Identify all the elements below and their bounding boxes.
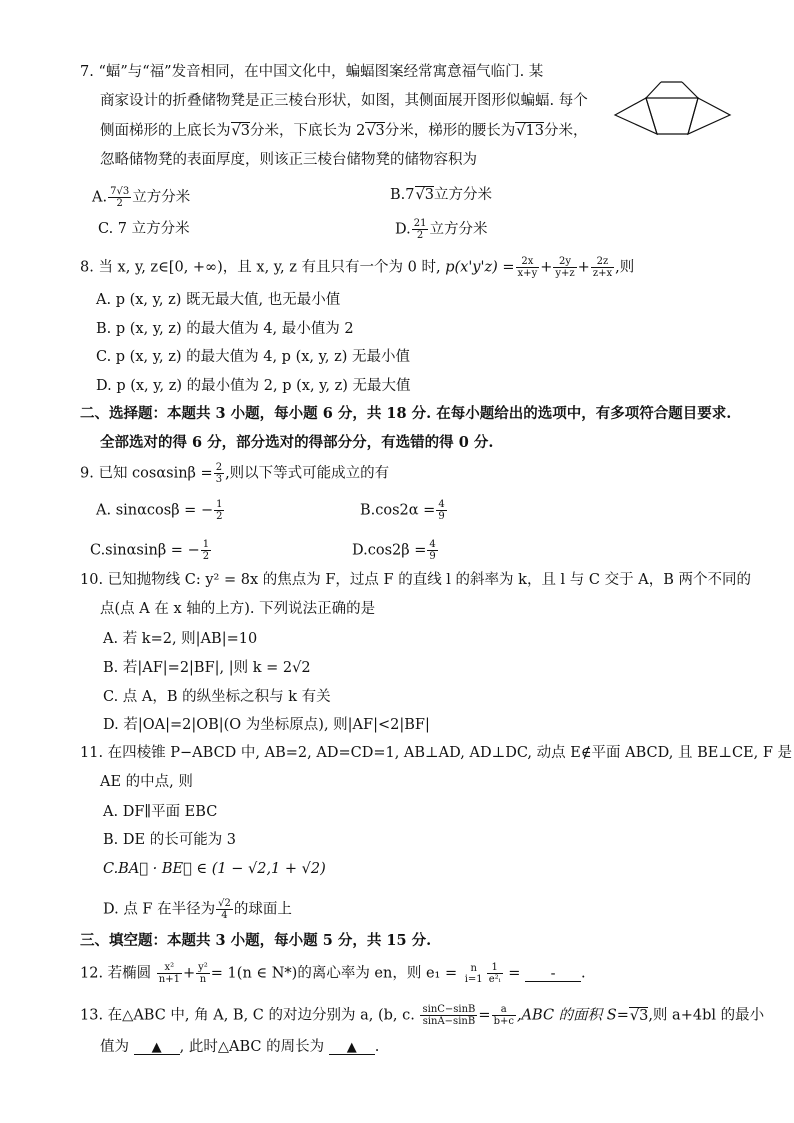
section2-heading: 二、选择题：本题共 3 小题，每小题 6 分，共 18 分. 在每小题给出的选项中，有多项符合题目要求. bbox=[80, 405, 732, 422]
q13-text: ,则 a+4bl 的最小 bbox=[648, 1007, 765, 1024]
q10-line1: 10. 已知抛物线 C: y² = 8x 的焦点为 F，过点 F 的直线 l 的斜率为 k，且 l 与 C 交于 A，B 两个不同的 bbox=[80, 572, 751, 588]
numerator: 4 bbox=[429, 539, 436, 550]
fraction bbox=[214, 462, 224, 485]
equals-sign: = bbox=[478, 1007, 491, 1024]
option-label: B.7 bbox=[390, 187, 415, 203]
q9-stem bbox=[80, 462, 389, 485]
q7-line3 bbox=[100, 124, 587, 139]
fraction bbox=[216, 898, 233, 921]
bat-top-left-edge bbox=[646, 82, 661, 98]
sum-lower: i=1 bbox=[464, 973, 483, 985]
q7-text: 分米，下底长为 2 bbox=[249, 123, 366, 139]
q9-text: ,则以下等式可能成立的有 bbox=[225, 465, 390, 482]
option-text: A. sinαcosβ = − bbox=[96, 502, 214, 519]
q10-option-a: A. 若 k=2, 则|AB|=10 bbox=[103, 631, 258, 647]
numerator: 7√3 bbox=[110, 186, 130, 197]
q12-text: . bbox=[581, 965, 586, 982]
section3-heading: 三、填空题：本题共 3 小题，每小题 5 分，共 15 分. bbox=[80, 932, 432, 949]
q9-option-c bbox=[90, 539, 212, 562]
q7-line1: 7. “蝠”与“福”发音相同，在中国文化中，蝙蝠图案经常寓意福气临门. 某 bbox=[80, 64, 544, 80]
q11-option-b: B. DE 的长可能为 3 bbox=[103, 832, 237, 848]
fraction bbox=[553, 256, 576, 279]
denominator: 9 bbox=[429, 551, 436, 562]
denominator: 2 bbox=[116, 198, 123, 209]
fraction bbox=[201, 539, 211, 562]
fraction bbox=[420, 1004, 477, 1027]
q8-option-c: C. p (x, y, z) 的最大值为 4, p (x, y, z) 无最小值 bbox=[96, 349, 411, 365]
q13-text: . bbox=[374, 1039, 380, 1055]
numerator: 2 bbox=[215, 462, 223, 473]
q12-text: = 1(n ∈ N*)的离心率为 en，则 e₁ = bbox=[210, 965, 458, 982]
q8-text: ,则 bbox=[615, 259, 635, 276]
denominator: n+1 bbox=[158, 974, 180, 985]
bat-top-right-edge bbox=[682, 82, 698, 98]
bat-net-figure bbox=[610, 80, 735, 142]
fraction bbox=[516, 256, 540, 279]
fraction bbox=[427, 539, 437, 562]
sum-index bbox=[463, 963, 485, 985]
q8-function: p(x'y'z) = bbox=[445, 259, 515, 276]
bat-right-trapezoid bbox=[688, 98, 730, 134]
q10-option-d: D. 若|OA|=2|OB|(O 为坐标原点), 则|AF|<2|BF| bbox=[103, 717, 430, 733]
q10-option-c: C. 点 A，B 的纵坐标之积与 k 有关 bbox=[103, 689, 331, 705]
option-label: A. bbox=[92, 189, 108, 206]
q9-option-b bbox=[360, 499, 448, 522]
denominator: 4 bbox=[221, 910, 228, 921]
q9-option-d bbox=[352, 539, 439, 562]
numerator: 2x bbox=[516, 256, 540, 268]
option-text: D. 点 F 在半径为 bbox=[103, 901, 216, 918]
fraction bbox=[196, 962, 210, 985]
fraction bbox=[492, 1004, 516, 1027]
q7-option-a bbox=[92, 186, 190, 209]
q8-text: 8. 当 x, y, z∈[0, +∞)，且 x, y, z 有且只有一个为 0 时, bbox=[80, 259, 441, 276]
q7-text: 分米， bbox=[543, 123, 588, 139]
q7-leg: √13 bbox=[516, 123, 544, 139]
answer-blank-1[interactable]: ▲ bbox=[134, 1041, 180, 1055]
denominator: z+x bbox=[592, 268, 613, 279]
q13-text: , 此时△ABC 的周长为 bbox=[179, 1039, 325, 1055]
q11-option-d bbox=[103, 898, 292, 921]
denominator: y+z bbox=[555, 268, 575, 279]
q11-option-a: A. DF∥平面 EBC bbox=[103, 804, 218, 820]
numerator: y² bbox=[198, 962, 208, 973]
q7-text: 侧面梯形的上底长为 bbox=[100, 123, 231, 139]
denominator: sinA−sinB bbox=[422, 1016, 476, 1027]
q7-option-d bbox=[395, 218, 487, 241]
option-sqrt: √3 bbox=[415, 187, 434, 203]
fraction bbox=[436, 499, 446, 522]
denominator: 2 bbox=[216, 511, 223, 522]
q7-option-c: C. 7 立方分米 bbox=[98, 221, 190, 237]
option-text: 立方分米 bbox=[132, 189, 191, 206]
answer-blank[interactable]: - bbox=[525, 967, 581, 983]
plus-sign: + bbox=[182, 965, 196, 982]
numerator: a bbox=[492, 1004, 516, 1016]
fraction bbox=[412, 218, 429, 241]
q13-text: 13. 在△ABC 中, 角 A, B, C 的对边分别为 a, (b, c. bbox=[80, 1007, 415, 1024]
numerator: 1 bbox=[202, 539, 210, 550]
q8-option-b: B. p (x, y, z) 的最大值为 4, 最小值为 2 bbox=[96, 321, 354, 337]
denominator: 2 bbox=[202, 551, 210, 562]
q8-stem: 8. 当 x, y, z∈[0, +∞)，且 x, y, z 有且只有一个为 0 时, p(x'y'z) = $\frac{2x}{x+y}$ + $\frac{2y}{y+z}$ + $\frac{2z}{z+x}$ ,则 bbox=[80, 256, 635, 279]
q12-stem bbox=[80, 962, 586, 985]
fraction bbox=[108, 186, 131, 209]
q10-option-b: B. 若|AF|=2|BF|, |则 k = 2√2 bbox=[103, 660, 311, 676]
equals-sign: = bbox=[508, 965, 521, 982]
q13-line2 bbox=[100, 1040, 379, 1055]
q7-option-b bbox=[390, 188, 492, 203]
q8-option-a: A. p (x, y, z) 既无最大值, 也无最小值 bbox=[96, 292, 341, 308]
q11-option-c: C.BA⃗ · BE⃗ ∈ (1 − √2,1 + √2) bbox=[103, 861, 326, 877]
numerator: 21 bbox=[413, 218, 427, 229]
denominator: x+y bbox=[517, 268, 538, 279]
fraction bbox=[591, 256, 614, 279]
sum-upper: n bbox=[470, 962, 477, 974]
fraction bbox=[487, 962, 503, 985]
denominator: b+c bbox=[493, 1016, 514, 1027]
denominator: n bbox=[199, 974, 207, 985]
option-text: C.sinαsinβ = − bbox=[90, 542, 200, 559]
q11-line2: AE 的中点, 则 bbox=[100, 774, 193, 790]
q7-lower-base: √3 bbox=[366, 123, 385, 139]
numerator: 2y bbox=[553, 256, 576, 268]
q9-option-a bbox=[96, 499, 225, 522]
option-text: D.cos2β = bbox=[352, 542, 427, 559]
q13-line1 bbox=[80, 1004, 764, 1027]
q7-line2: 商家设计的折叠储物凳是正三棱台形状，如图，其侧面展开图形似蝙蝠. 每个 bbox=[100, 93, 588, 109]
denominator: 9 bbox=[438, 511, 445, 522]
q10-line2: 点(点 A 在 x 轴的上方). 下列说法正确的是 bbox=[100, 601, 376, 617]
bat-center-trapezoid bbox=[646, 98, 698, 134]
q11-line1: 11. 在四棱锥 P−ABCD 中, AB=2, AD=CD=1, AB⊥AD, AD⊥DC, 动点 E∉平面 ABCD, 且 BE⊥CE, F 是 bbox=[80, 745, 793, 761]
denominator: e²ᵢ bbox=[488, 974, 501, 985]
numerator: x² bbox=[157, 962, 182, 974]
option-label: D. bbox=[395, 221, 411, 238]
numerator: sinC−sinB bbox=[422, 1004, 476, 1015]
q7-line4: 忽略储物凳的表面厚度，则该正三棱台储物凳的储物容积为 bbox=[100, 152, 477, 168]
numerator: √2 bbox=[218, 898, 231, 909]
numerator: 2z bbox=[591, 256, 614, 268]
q13-area: √3 bbox=[629, 1007, 649, 1024]
bat-left-trapezoid bbox=[615, 98, 657, 134]
option-text: 立方分米 bbox=[433, 187, 492, 203]
numerator: 4 bbox=[438, 499, 445, 510]
fraction bbox=[214, 499, 224, 522]
q9-text: 9. 已知 cosαsinβ = bbox=[80, 465, 213, 482]
section2-heading-cont: 全部选对的得 6 分，部分选对的得部分分，有选错的得 0 分. bbox=[100, 434, 494, 451]
q7-text: 分米，梯形的腰长为 bbox=[384, 123, 516, 139]
denominator: 2 bbox=[416, 230, 424, 241]
q12-text: 12. 若椭圆 bbox=[80, 965, 152, 982]
fraction bbox=[157, 962, 182, 985]
option-text: 立方分米 bbox=[429, 221, 488, 238]
answer-blank-2[interactable]: ▲ bbox=[329, 1041, 375, 1055]
option-text: 的球面上 bbox=[233, 901, 292, 918]
q13-text: 值为 bbox=[100, 1039, 129, 1055]
q8-option-d: D. p (x, y, z) 的最小值为 2, p (x, y, z) 无最大值 bbox=[96, 378, 411, 394]
numerator: 1 bbox=[216, 499, 223, 510]
denominator: 3 bbox=[215, 474, 223, 485]
q7-upper-base: √3 bbox=[231, 123, 250, 139]
q13-text: ,ABC 的面积 S= bbox=[516, 1007, 629, 1024]
option-text: B.cos2α = bbox=[360, 502, 436, 519]
numerator: 1 bbox=[487, 962, 503, 974]
